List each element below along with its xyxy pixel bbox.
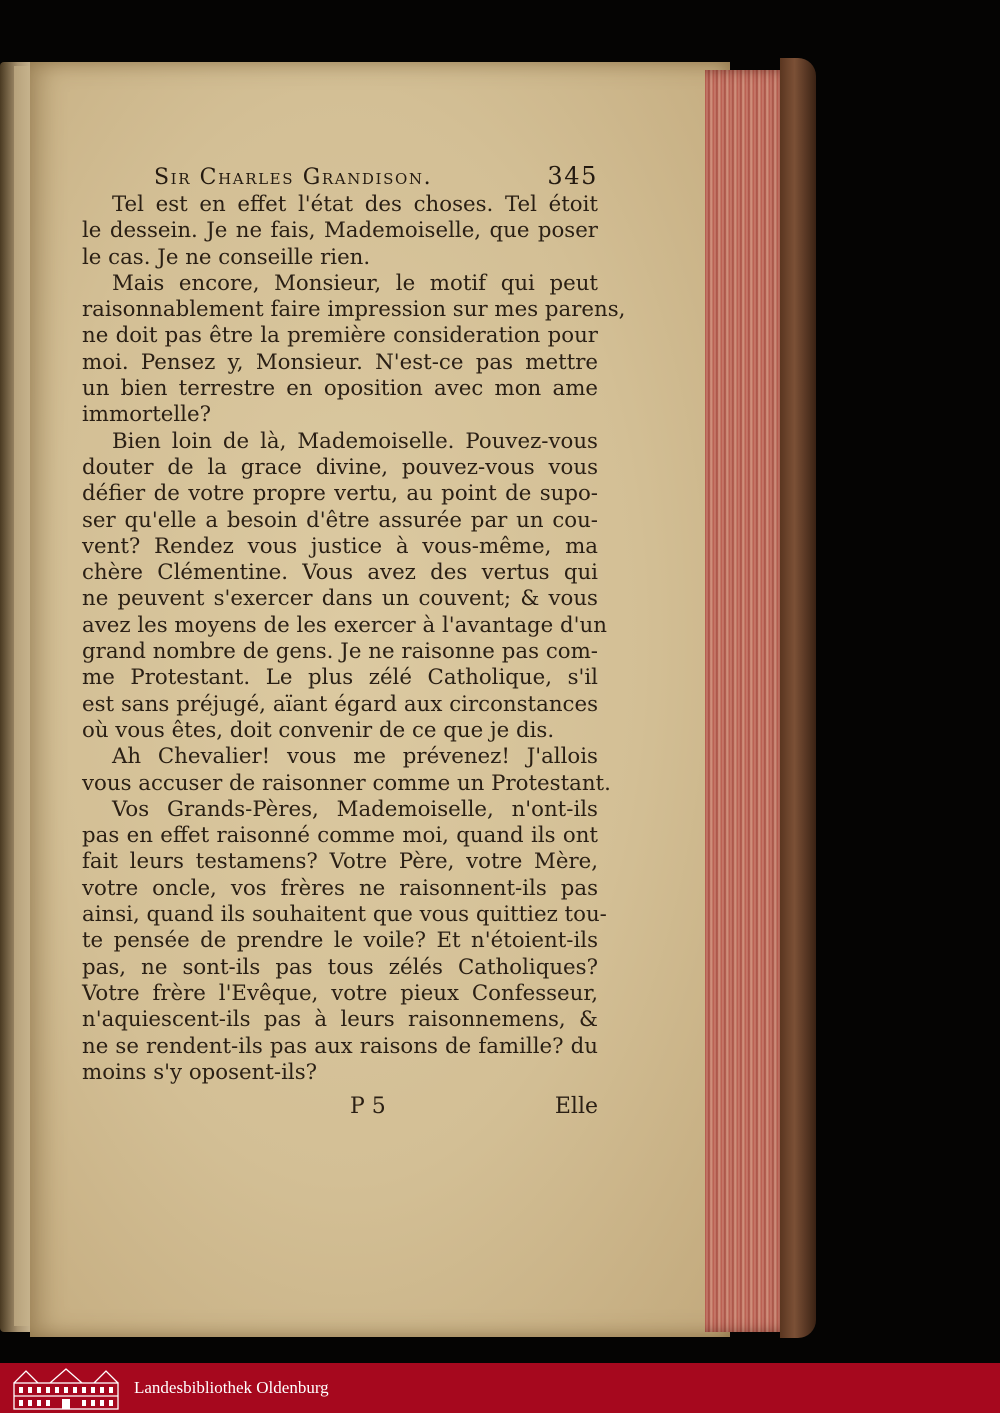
text-line: raisonnablement faire impression sur mes parens, (82, 297, 626, 323)
text-line: où vous êtes, doit convenir de ce que je dis. (82, 717, 555, 743)
catchword: Elle (554, 1094, 598, 1120)
text-line: Votre frère l'Evêque, votre pieux Confesseur, (82, 980, 598, 1006)
signature-mark: P 5 (350, 1094, 386, 1120)
text-line: est sans préjugé, aïant égard aux circonstances (82, 691, 598, 717)
running-head-title: Sir Charles Grandison. (154, 165, 433, 190)
text-line: immortelle? (82, 402, 212, 428)
text-line: le dessein. Je ne fais, Mademoiselle, que poser (82, 218, 598, 244)
library-name: Landesbibliothek Oldenburg (134, 1378, 329, 1397)
text-line: ne doit pas être la première consideration pour (82, 323, 598, 349)
text-line: vent? Rendez vous justice à vous-même, ma (82, 533, 598, 559)
text-line: Vos Grands-Pères, Mademoiselle, n'ont-ils (112, 796, 598, 822)
text-line: Ah Chevalier! vous me prévenez! J'allois (112, 744, 598, 770)
back-cover (780, 58, 816, 1338)
text-line: défier de votre propre vertu, au point de supo- (82, 481, 598, 507)
text-line: ne se rendent-ils pas aux raisons de famille? du (82, 1033, 598, 1059)
text-line: pas, ne sont-ils pas tous zélés Catholiques? (82, 954, 598, 980)
text-line: votre oncle, vos frères ne raisonnent-ils pas (82, 875, 598, 901)
text-line: vous accuser de raisonner comme un Protestant. (82, 770, 611, 796)
text-line: grand nombre de gens. Je ne raisonne pas com- (82, 639, 598, 665)
library-building-icon (6, 1365, 126, 1411)
running-head (154, 162, 598, 190)
text-line: pas en effet raisonné comme moi, quand ils ont (82, 823, 598, 849)
text-line: moi. Pensez y, Monsieur. N'est-ce pas mettre (82, 349, 598, 375)
text-line: ne peuvent s'exercer dans un couvent; & vous (82, 586, 598, 612)
text-line: me Protestant. Le plus zélé Catholique, s'il (82, 665, 598, 691)
text-line: avez les moyens de les exercer à l'avantage d'un (82, 612, 607, 638)
page-footer (82, 1094, 598, 1119)
text-line: chère Clémentine. Vous avez des vertus qui (82, 560, 598, 586)
text-line: te pensée de prendre le voile? Et n'étoient-ils (82, 928, 598, 954)
page-number: 345 (547, 162, 598, 190)
text-line: un bien terrestre en oposition avec mon ame (82, 376, 598, 402)
body-text (82, 192, 626, 1086)
library-footer-bar (0, 1363, 1000, 1413)
text-line: ainsi, quand ils souhaitent que vous quittiez tou- (82, 902, 607, 928)
text-line: Tel est en effet l'état des choses. Tel étoit (112, 192, 598, 217)
text-line: le cas. Je ne conseille rien. (82, 244, 371, 270)
text-line: moins s'y oposent-ils? (82, 1059, 318, 1085)
page-text (82, 162, 626, 1120)
text-line: douter de la grace divine, pouvez-vous vous (82, 454, 598, 480)
text-line: Bien loin de là, Mademoiselle. Pouvez-vous (112, 428, 598, 454)
text-line: ser qu'elle a besoin d'être assurée par un cou- (82, 507, 598, 533)
text-line: fait leurs testamens? Votre Père, votre Mère, (82, 849, 598, 875)
text-line: n'aquiescent-ils pas à leurs raisonnemens, & (82, 1007, 598, 1033)
text-line: Mais encore, Monsieur, le motif qui peut (112, 270, 598, 296)
